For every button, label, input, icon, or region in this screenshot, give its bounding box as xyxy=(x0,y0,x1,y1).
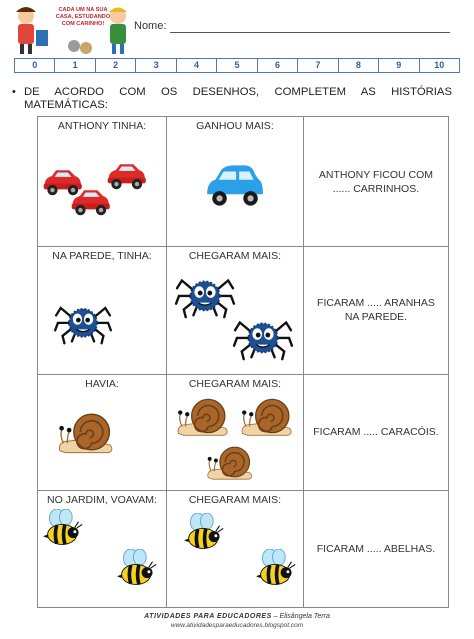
footer-author: – Elisângela Terra xyxy=(271,613,330,620)
instruction-text: DE ACORDO COM OS DESENHOS, COMPLETEM AS HISTÓRIAS MATEMÁTICAS: xyxy=(24,86,452,111)
result-cell xyxy=(303,374,448,490)
number-cell: 10 xyxy=(434,60,445,70)
bee-icon xyxy=(255,549,299,589)
result-cell xyxy=(303,247,448,374)
result-text: FICARAM ..... ARANHAS NA PAREDE. xyxy=(317,297,435,324)
logo-text: CADA UM NA SUA CASA, ESTUDANDO COM CARINHO! xyxy=(55,7,111,27)
name-field[interactable] xyxy=(134,20,462,38)
start-cell xyxy=(38,374,167,490)
added-cell xyxy=(166,117,303,247)
result-text: FICARAM ..... CARACÓIS. xyxy=(313,426,439,439)
added-label: GANHOU MAIS: xyxy=(196,120,274,132)
added-label: CHEGARAM MAIS: xyxy=(188,377,282,390)
result-cell xyxy=(303,490,448,607)
added-cell xyxy=(166,247,303,374)
start-label: HAVIA: xyxy=(85,377,119,390)
bee-icon xyxy=(116,549,160,589)
number-cell: 1 xyxy=(55,59,95,72)
bee-icon xyxy=(183,513,227,553)
number-cell: 2 xyxy=(96,59,136,72)
footer xyxy=(0,613,474,629)
added-cell xyxy=(166,490,303,607)
number-cell: 5 xyxy=(217,59,257,72)
added-label: CHEGARAM MAIS: xyxy=(188,250,282,263)
start-label: ANTHONY TINHA: xyxy=(57,120,147,132)
start-label: NA PAREDE, TINHA: xyxy=(52,250,152,263)
name-underline[interactable] xyxy=(170,32,450,33)
math-stories-table xyxy=(37,116,449,608)
table-row xyxy=(38,117,449,247)
school-logo xyxy=(14,4,132,58)
start-cell xyxy=(38,247,167,374)
table-row xyxy=(38,247,449,374)
blue-car-icon xyxy=(203,163,265,209)
worksheet-header xyxy=(14,4,462,58)
result-cell xyxy=(303,117,448,247)
number-cell: 0 xyxy=(15,59,55,72)
snail-icon xyxy=(175,393,231,439)
snail-icon xyxy=(205,441,255,483)
number-cell: 7 xyxy=(298,59,338,72)
spider-icon xyxy=(52,295,114,347)
result-text: ANTHONY FICOU COM ...... CARRINHOS. xyxy=(318,168,434,195)
result-text: FICARAM ..... ABELHAS. xyxy=(316,542,436,555)
spider-icon xyxy=(173,267,237,321)
added-cell xyxy=(166,374,303,490)
bullet-icon: • xyxy=(12,86,16,98)
number-cell: 3 xyxy=(136,59,176,72)
instruction xyxy=(12,86,452,112)
start-cell xyxy=(38,490,167,607)
red-car-icon xyxy=(68,187,112,217)
footer-credit xyxy=(0,613,474,620)
bee-icon xyxy=(42,509,86,549)
number-cell: 6 xyxy=(258,59,298,72)
number-cell: 8 xyxy=(339,59,379,72)
footer-brand: ATIVIDADES PARA EDUCADORES xyxy=(144,613,272,620)
number-line xyxy=(14,58,460,73)
start-label: NO JARDIM, VOAVAM: xyxy=(47,493,157,506)
start-cell xyxy=(38,117,167,247)
table-row xyxy=(38,374,449,490)
number-cell: 9 xyxy=(379,59,419,72)
snail-icon xyxy=(56,407,116,457)
added-label: CHEGARAM MAIS: xyxy=(188,493,282,506)
footer-url[interactable]: www.atividadesparaeducadores.blogspot.com xyxy=(170,622,304,629)
snail-icon xyxy=(239,393,295,439)
name-label: Nome: xyxy=(134,20,167,32)
spider-icon xyxy=(231,309,295,363)
table-row xyxy=(38,490,449,607)
number-cell: 4 xyxy=(177,59,217,72)
